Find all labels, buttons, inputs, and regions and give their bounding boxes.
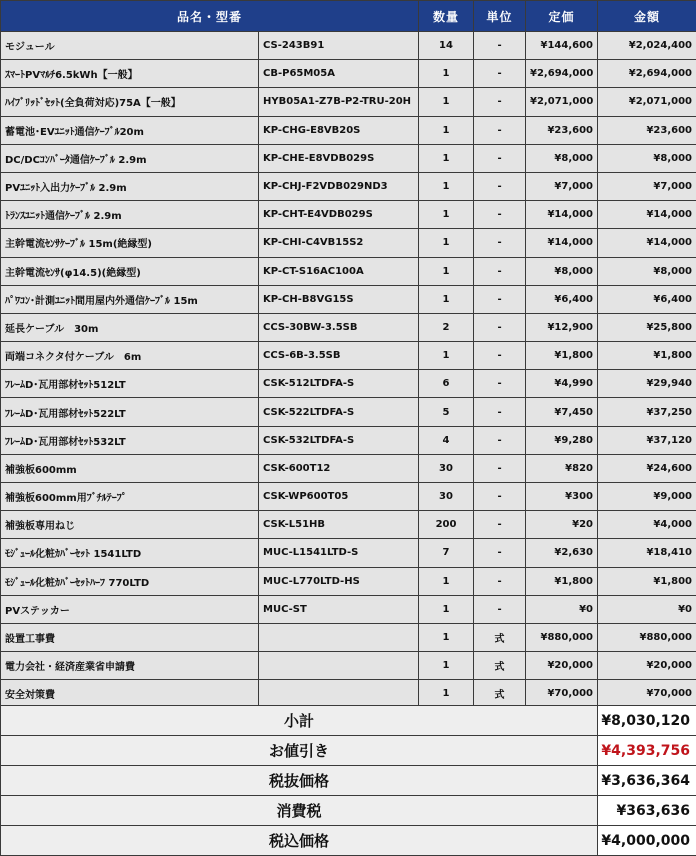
item-unit: -	[474, 370, 526, 398]
item-qty: 1	[419, 229, 474, 257]
item-qty: 1	[419, 595, 474, 623]
item-qty: 5	[419, 398, 474, 426]
item-amount: ¥24,600	[598, 454, 696, 482]
table-row	[1, 370, 696, 398]
item-unit-price: ¥2,071,000	[526, 88, 598, 116]
item-qty: 30	[419, 483, 474, 511]
item-amount: ¥8,000	[598, 144, 696, 172]
table-row	[1, 539, 696, 567]
summary-label: お値引き	[1, 736, 598, 766]
item-model: MUC-L1541LTD-S	[259, 539, 419, 567]
item-unit: -	[474, 201, 526, 229]
summary-table	[0, 705, 696, 856]
table-row	[1, 88, 696, 116]
summary-row	[1, 736, 696, 766]
item-unit-price: ¥14,000	[526, 229, 598, 257]
item-qty: 4	[419, 426, 474, 454]
item-name: 延長ケーブル 30m	[1, 313, 259, 341]
item-qty: 1	[419, 680, 474, 708]
item-amount: ¥2,694,000	[598, 60, 696, 88]
table-row	[1, 285, 696, 313]
item-unit-price: ¥70,000	[526, 680, 598, 708]
item-qty: 1	[419, 88, 474, 116]
table-row	[1, 60, 696, 88]
item-unit: 式	[474, 652, 526, 680]
item-unit: -	[474, 285, 526, 313]
item-unit: -	[474, 60, 526, 88]
item-unit: -	[474, 483, 526, 511]
item-model: CB-P65M05A	[259, 60, 419, 88]
item-unit: -	[474, 454, 526, 482]
table-body	[1, 32, 696, 709]
item-qty: 200	[419, 511, 474, 539]
item-amount: ¥8,000	[598, 257, 696, 285]
item-unit: -	[474, 539, 526, 567]
item-unit: -	[474, 229, 526, 257]
item-amount: ¥25,800	[598, 313, 696, 341]
item-name: ﾓｼﾞｭｰﾙ化粧ｶﾊﾞｰｾｯﾄﾊｰﾌ 770LTD	[1, 567, 259, 595]
item-model: KP-CHI-C4VB15S2	[259, 229, 419, 257]
item-model: KP-CHT-E4VDB029S	[259, 201, 419, 229]
item-unit-price: ¥12,900	[526, 313, 598, 341]
item-model: CCS-6B-3.5SB	[259, 342, 419, 370]
table-row	[1, 595, 696, 623]
item-amount: ¥2,071,000	[598, 88, 696, 116]
item-unit: -	[474, 426, 526, 454]
item-name: ﾊﾟﾜｺﾝ･計測ﾕﾆｯﾄ間用屋内外通信ｹｰﾌﾞﾙ 15m	[1, 285, 259, 313]
table-row	[1, 567, 696, 595]
table-row	[1, 32, 696, 60]
summary-value: ¥4,000,000	[598, 826, 696, 856]
header-unit-price: 定価	[526, 1, 598, 32]
item-unit-price: ¥4,990	[526, 370, 598, 398]
item-qty: 1	[419, 285, 474, 313]
summary-label: 税込価格	[1, 826, 598, 856]
item-name: ﾌﾚｰﾑD･瓦用部材ｾｯﾄ512LT	[1, 370, 259, 398]
item-model: KP-CHG-E8VB20S	[259, 116, 419, 144]
item-unit-price: ¥7,000	[526, 172, 598, 200]
item-qty: 30	[419, 454, 474, 482]
item-unit: -	[474, 595, 526, 623]
item-model	[259, 652, 419, 680]
item-unit: -	[474, 567, 526, 595]
table-row	[1, 172, 696, 200]
item-model: MUC-L770LTD-HS	[259, 567, 419, 595]
item-qty: 1	[419, 116, 474, 144]
table-row	[1, 454, 696, 482]
summary-value: ¥3,636,364	[598, 766, 696, 796]
table-row	[1, 680, 696, 708]
summary-body	[1, 706, 696, 856]
item-unit-price: ¥2,630	[526, 539, 598, 567]
item-name: 安全対策費	[1, 680, 259, 708]
table-row	[1, 144, 696, 172]
item-qty: 1	[419, 342, 474, 370]
item-name: ﾓｼﾞｭｰﾙ化粧ｶﾊﾞｰｾｯﾄ 1541LTD	[1, 539, 259, 567]
item-name: ﾊｲﾌﾞﾘｯﾄﾞｾｯﾄ(全負荷対応)75A【一般】	[1, 88, 259, 116]
table-row	[1, 483, 696, 511]
table-row	[1, 229, 696, 257]
item-qty: 2	[419, 313, 474, 341]
item-model: CSK-532LTDFA-S	[259, 426, 419, 454]
item-unit-price: ¥9,280	[526, 426, 598, 454]
item-unit-price: ¥20,000	[526, 652, 598, 680]
item-qty: 6	[419, 370, 474, 398]
item-unit: -	[474, 144, 526, 172]
item-unit: -	[474, 398, 526, 426]
summary-row	[1, 796, 696, 826]
item-unit: -	[474, 172, 526, 200]
item-name: ﾌﾚｰﾑD･瓦用部材ｾｯﾄ522LT	[1, 398, 259, 426]
item-amount: ¥880,000	[598, 623, 696, 651]
item-unit: 式	[474, 623, 526, 651]
item-qty: 1	[419, 623, 474, 651]
item-amount: ¥18,410	[598, 539, 696, 567]
table-row	[1, 201, 696, 229]
item-qty: 7	[419, 539, 474, 567]
item-amount: ¥6,400	[598, 285, 696, 313]
item-name: 電力会社・経済産業省申請費	[1, 652, 259, 680]
summary-row	[1, 826, 696, 856]
table-row	[1, 257, 696, 285]
item-amount: ¥20,000	[598, 652, 696, 680]
item-model: CSK-522LTDFA-S	[259, 398, 419, 426]
item-qty: 1	[419, 144, 474, 172]
item-qty: 14	[419, 32, 474, 60]
table-row	[1, 623, 696, 651]
item-unit: -	[474, 257, 526, 285]
item-unit-price: ¥20	[526, 511, 598, 539]
table-row	[1, 116, 696, 144]
item-amount: ¥37,250	[598, 398, 696, 426]
item-qty: 1	[419, 201, 474, 229]
header-qty: 数量	[419, 1, 474, 32]
item-name: モジュール	[1, 32, 259, 60]
item-unit-price: ¥8,000	[526, 257, 598, 285]
item-unit: -	[474, 32, 526, 60]
item-model: KP-CH-B8VG15S	[259, 285, 419, 313]
item-model: CS-243B91	[259, 32, 419, 60]
item-model	[259, 623, 419, 651]
header-name-model: 品名・型番	[1, 1, 419, 32]
table-row	[1, 313, 696, 341]
item-unit: -	[474, 313, 526, 341]
item-model: CSK-600T12	[259, 454, 419, 482]
item-amount: ¥7,000	[598, 172, 696, 200]
header-amount: 金額	[598, 1, 696, 32]
summary-value: ¥8,030,120	[598, 706, 696, 736]
item-model: KP-CHJ-F2VDB029ND3	[259, 172, 419, 200]
item-unit-price: ¥0	[526, 595, 598, 623]
item-unit-price: ¥820	[526, 454, 598, 482]
item-unit-price: ¥880,000	[526, 623, 598, 651]
item-amount: ¥14,000	[598, 229, 696, 257]
item-unit-price: ¥23,600	[526, 116, 598, 144]
item-qty: 1	[419, 567, 474, 595]
item-unit-price: ¥144,600	[526, 32, 598, 60]
item-name: ﾄﾗﾝｽﾕﾆｯﾄ通信ｹｰﾌﾞﾙ 2.9m	[1, 201, 259, 229]
table-header-row	[1, 1, 696, 32]
item-unit: -	[474, 342, 526, 370]
item-name: 両端コネクタ付ケーブル 6m	[1, 342, 259, 370]
item-name: 設置工事費	[1, 623, 259, 651]
item-amount: ¥2,024,400	[598, 32, 696, 60]
item-name: 主幹電流ｾﾝｻ(φ14.5)(絶縁型)	[1, 257, 259, 285]
item-name: DC/DCｺﾝﾊﾞｰﾀ通信ｹｰﾌﾞﾙ 2.9m	[1, 144, 259, 172]
item-unit-price: ¥300	[526, 483, 598, 511]
item-unit: -	[474, 88, 526, 116]
item-unit-price: ¥7,450	[526, 398, 598, 426]
table-row	[1, 398, 696, 426]
item-qty: 1	[419, 60, 474, 88]
summary-row	[1, 706, 696, 736]
item-unit-price: ¥1,800	[526, 342, 598, 370]
item-unit-price: ¥8,000	[526, 144, 598, 172]
summary-label: 税抜価格	[1, 766, 598, 796]
item-unit-price: ¥14,000	[526, 201, 598, 229]
item-amount: ¥23,600	[598, 116, 696, 144]
item-name: PVステッカー	[1, 595, 259, 623]
item-name: PVﾕﾆｯﾄ入出力ｹｰﾌﾞﾙ 2.9m	[1, 172, 259, 200]
item-name: 補強板600mm	[1, 454, 259, 482]
summary-value: ¥363,636	[598, 796, 696, 826]
item-model: KP-CHE-E8VDB029S	[259, 144, 419, 172]
summary-row	[1, 766, 696, 796]
summary-label: 消費税	[1, 796, 598, 826]
item-amount: ¥9,000	[598, 483, 696, 511]
item-amount: ¥37,120	[598, 426, 696, 454]
item-amount: ¥4,000	[598, 511, 696, 539]
item-unit-price: ¥1,800	[526, 567, 598, 595]
table-row	[1, 426, 696, 454]
item-name: ﾌﾚｰﾑD･瓦用部材ｾｯﾄ532LT	[1, 426, 259, 454]
table-row	[1, 342, 696, 370]
item-model: CCS-30BW-3.5SB	[259, 313, 419, 341]
header-unit: 単位	[474, 1, 526, 32]
item-qty: 1	[419, 172, 474, 200]
item-model: MUC-ST	[259, 595, 419, 623]
item-amount: ¥1,800	[598, 567, 696, 595]
item-name: 補強板600mm用ﾌﾞﾁﾙﾃｰﾌﾟ	[1, 483, 259, 511]
summary-label: 小計	[1, 706, 598, 736]
summary-value: ¥4,393,756	[598, 736, 696, 766]
item-model: KP-CT-S16AC100A	[259, 257, 419, 285]
item-model: CSK-L51HB	[259, 511, 419, 539]
item-amount: ¥29,940	[598, 370, 696, 398]
item-name: 補強板専用ねじ	[1, 511, 259, 539]
item-model	[259, 680, 419, 708]
item-name: 蓄電池･EVﾕﾆｯﾄ通信ｹｰﾌﾞﾙ20m	[1, 116, 259, 144]
table-row	[1, 511, 696, 539]
item-model: CSK-WP600T05	[259, 483, 419, 511]
item-amount: ¥1,800	[598, 342, 696, 370]
item-amount: ¥14,000	[598, 201, 696, 229]
table-row	[1, 652, 696, 680]
item-amount: ¥70,000	[598, 680, 696, 708]
item-name: ｽﾏｰﾄPVﾏﾙﾁ6.5kWh【一般】	[1, 60, 259, 88]
item-qty: 1	[419, 652, 474, 680]
item-qty: 1	[419, 257, 474, 285]
item-model: HYB05A1-Z7B-P2-TRU-20H	[259, 88, 419, 116]
item-unit-price: ¥2,694,000	[526, 60, 598, 88]
item-unit: 式	[474, 680, 526, 708]
item-unit: -	[474, 511, 526, 539]
item-model: CSK-512LTDFA-S	[259, 370, 419, 398]
item-amount: ¥0	[598, 595, 696, 623]
item-name: 主幹電流ｾﾝｻｹｰﾌﾞﾙ 15m(絶縁型)	[1, 229, 259, 257]
item-unit: -	[474, 116, 526, 144]
item-unit-price: ¥6,400	[526, 285, 598, 313]
